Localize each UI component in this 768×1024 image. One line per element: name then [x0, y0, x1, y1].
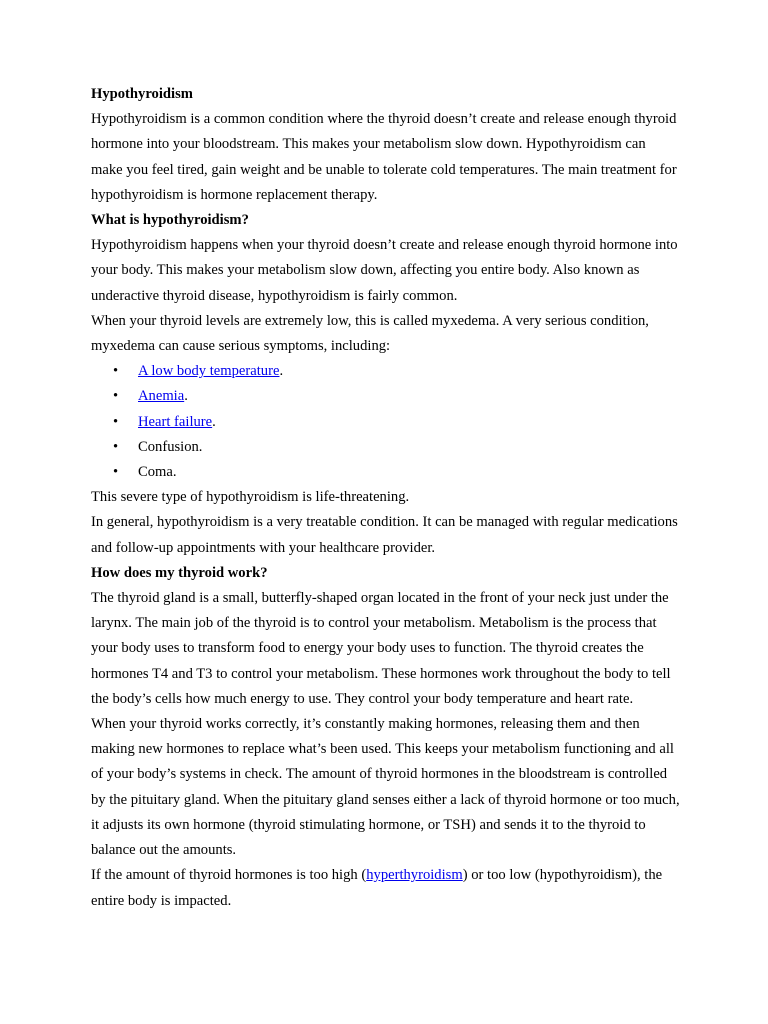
list-item-suffix: .	[184, 388, 188, 405]
what-is-paragraph-3: This severe type of hypothyroidism is life-threatening.	[91, 489, 410, 506]
list-item	[91, 384, 680, 409]
list-item	[91, 359, 680, 384]
intro-paragraph: Hypothyroidism is a common condition where the thyroid doesn’t create and release enough thyroid hormone into your bloodstream. This makes your metabolism slow down. Hypothyroidism can make you feel tired, gain weight and be unable to tolerate cold temperatures. The main treatment for hypothyroidism is hormone replacement therapy.	[91, 111, 677, 203]
paragraph-text: If the amount of thyroid hormones is too high (	[91, 867, 367, 884]
list-item	[91, 410, 680, 435]
bullet-icon: •	[113, 438, 119, 455]
link-anemia[interactable]: Anemia	[138, 388, 185, 405]
list-item	[91, 460, 680, 485]
list-item-suffix: .	[279, 363, 284, 380]
list-item-suffix: .	[212, 413, 216, 430]
bullet-icon: •	[113, 464, 119, 481]
paragraph-text: ) or too low (hypothyroidism), the entire body is impacted.	[91, 867, 663, 909]
list-item-text: Confusion.	[138, 438, 203, 455]
section-heading-what-is: What is hypothyroidism?	[91, 212, 249, 229]
how-works-paragraph-2: When your thyroid works correctly, it’s constantly making hormones, releasing them and then making new hormones to replace what’s been used. This keeps your metabolism functioning and all of your body’s systems in check. The amount of thyroid hormones in the bloodstream is controlled by the pituitary gland. When the pituitary gland senses either a lack of thyroid hormone or too much, it adjusts its own hormone (thyroid stimulating hormone, or TSH) and sends it to the thyroid to balance out the amounts.	[91, 716, 680, 859]
how-works-paragraph-1: The thyroid gland is a small, butterfly-shaped organ located in the front of your neck just under the larynx. The main job of the thyroid is to control your metabolism. Metabolism is the process that your body uses to transform food to energy your body uses to function. The thyroid creates the hormones T4 and T3 to control your metabolism. These hormones work throughout the body to tell the body’s cells how much energy to use. They control your body temperature and heart rate.	[91, 590, 671, 707]
link-low-body-temperature[interactable]: A low body temperature	[138, 363, 280, 380]
link-hyperthyroidism[interactable]: hyperthyroidism	[366, 867, 463, 884]
how-works-paragraph-3	[91, 863, 680, 913]
section-heading-how-thyroid-works: How does my thyroid work?	[91, 564, 268, 581]
what-is-paragraph-4: In general, hypothyroidism is a very treatable condition. It can be managed with regular medications and follow-up appointments with your healthcare provider.	[91, 514, 678, 556]
list-item-text: Coma.	[138, 464, 177, 481]
bullet-icon: •	[113, 388, 119, 405]
bullet-icon: •	[113, 413, 119, 430]
symptom-list	[91, 359, 680, 485]
what-is-paragraph-2: When your thyroid levels are extremely low, this is called myxedema. A very serious condition, myxedema can cause serious symptoms, including:	[91, 312, 649, 355]
bullet-icon: •	[113, 363, 119, 380]
what-is-paragraph-1: Hypothyroidism happens when your thyroid doesn’t create and release enough thyroid hormone into your body. This makes your metabolism slow down, affecting you entire body. Also known as underactive thyroid disease, hypothyroidism is fairly common.	[91, 237, 678, 304]
document-title: Hypothyroidism	[91, 86, 193, 102]
link-heart-failure[interactable]: Heart failure	[138, 413, 213, 430]
list-item	[91, 435, 680, 460]
